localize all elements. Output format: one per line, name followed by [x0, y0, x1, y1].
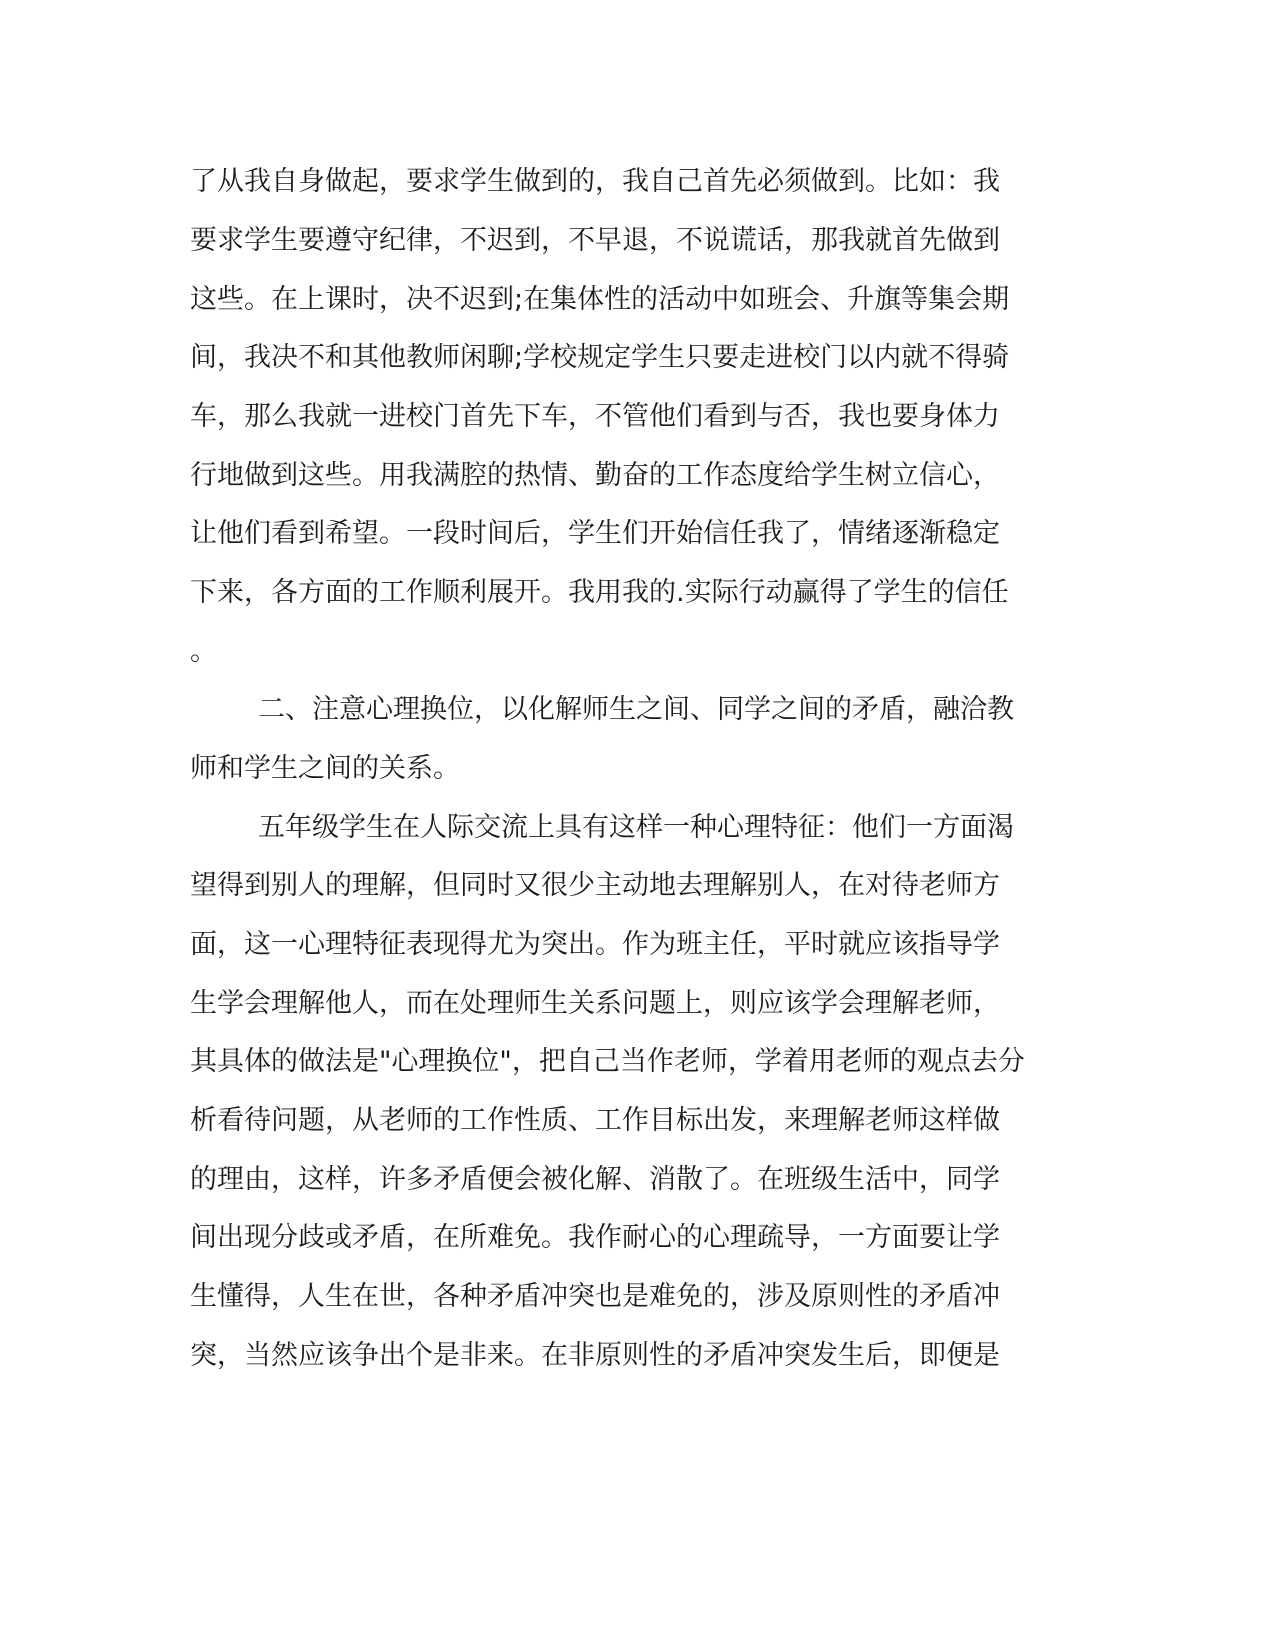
section-heading-line: 二、注意心理换位，以化解师生之间、同学之间的矛盾，融洽教: [258, 694, 1014, 725]
text-line: 五年级学生在人际交流上具有这样一种心理特征：他们一方面渴: [258, 812, 1014, 843]
text-line: 行地做到这些。用我满腔的热情、勤奋的工作态度给学生树立信心，: [190, 460, 1000, 491]
section-heading-line: 师和学生之间的关系。: [190, 753, 460, 784]
text-line: 这些。在上课时，决不迟到;在集体性的活动中如班会、升旗等集会期: [190, 284, 1010, 315]
text-line: 间出现分歧或矛盾，在所难免。我作耐心的心理疏导，一方面要让学: [190, 1222, 1000, 1253]
text-line: 突，当然应该争出个是非来。在非原则性的矛盾冲突发生后，即便是: [190, 1340, 1000, 1371]
text-line: 望得到别人的理解，但同时又很少主动地去理解别人，在对待老师方: [190, 870, 1000, 901]
text-line: 其具体的做法是"心理换位"，把自己当作老师，学着用老师的观点去分: [190, 1046, 1025, 1077]
text-line: 下来，各方面的工作顺利展开。我用我的.实际行动赢得了学生的信任: [190, 577, 1009, 608]
text-line: 面，这一心理特征表现得尤为突出。作为班主任，平时就应该指导学: [190, 929, 1000, 960]
text-line: 生学会理解他人，而在处理师生关系问题上，则应该学会理解老师，: [190, 988, 1000, 1019]
text-line: 了从我自身做起，要求学生做到的，我自己首先必须做到。比如：我: [190, 166, 1000, 197]
text-line: 让他们看到希望。一段时间后，学生们开始信任我了，情绪逐渐稳定: [190, 518, 1000, 549]
text-line: 要求学生要遵守纪律，不迟到，不早退，不说谎话，那我就首先做到: [190, 225, 1000, 256]
text-line: 车，那么我就一进校门首先下车，不管他们看到与否，我也要身体力: [190, 401, 1000, 432]
text-line: 的理由，这样，许多矛盾便会被化解、消散了。在班级生活中，同学: [190, 1164, 1000, 1195]
text-line: 。: [190, 636, 217, 667]
text-line: 间，我决不和其他教师闲聊;学校规定学生只要走进校门以内就不得骑: [190, 342, 1010, 373]
text-line: 生懂得，人生在世，各种矛盾冲突也是难免的，涉及原则性的矛盾冲: [190, 1281, 1000, 1312]
text-line: 析看待问题，从老师的工作性质、工作目标出发，来理解老师这样做: [190, 1105, 1000, 1136]
